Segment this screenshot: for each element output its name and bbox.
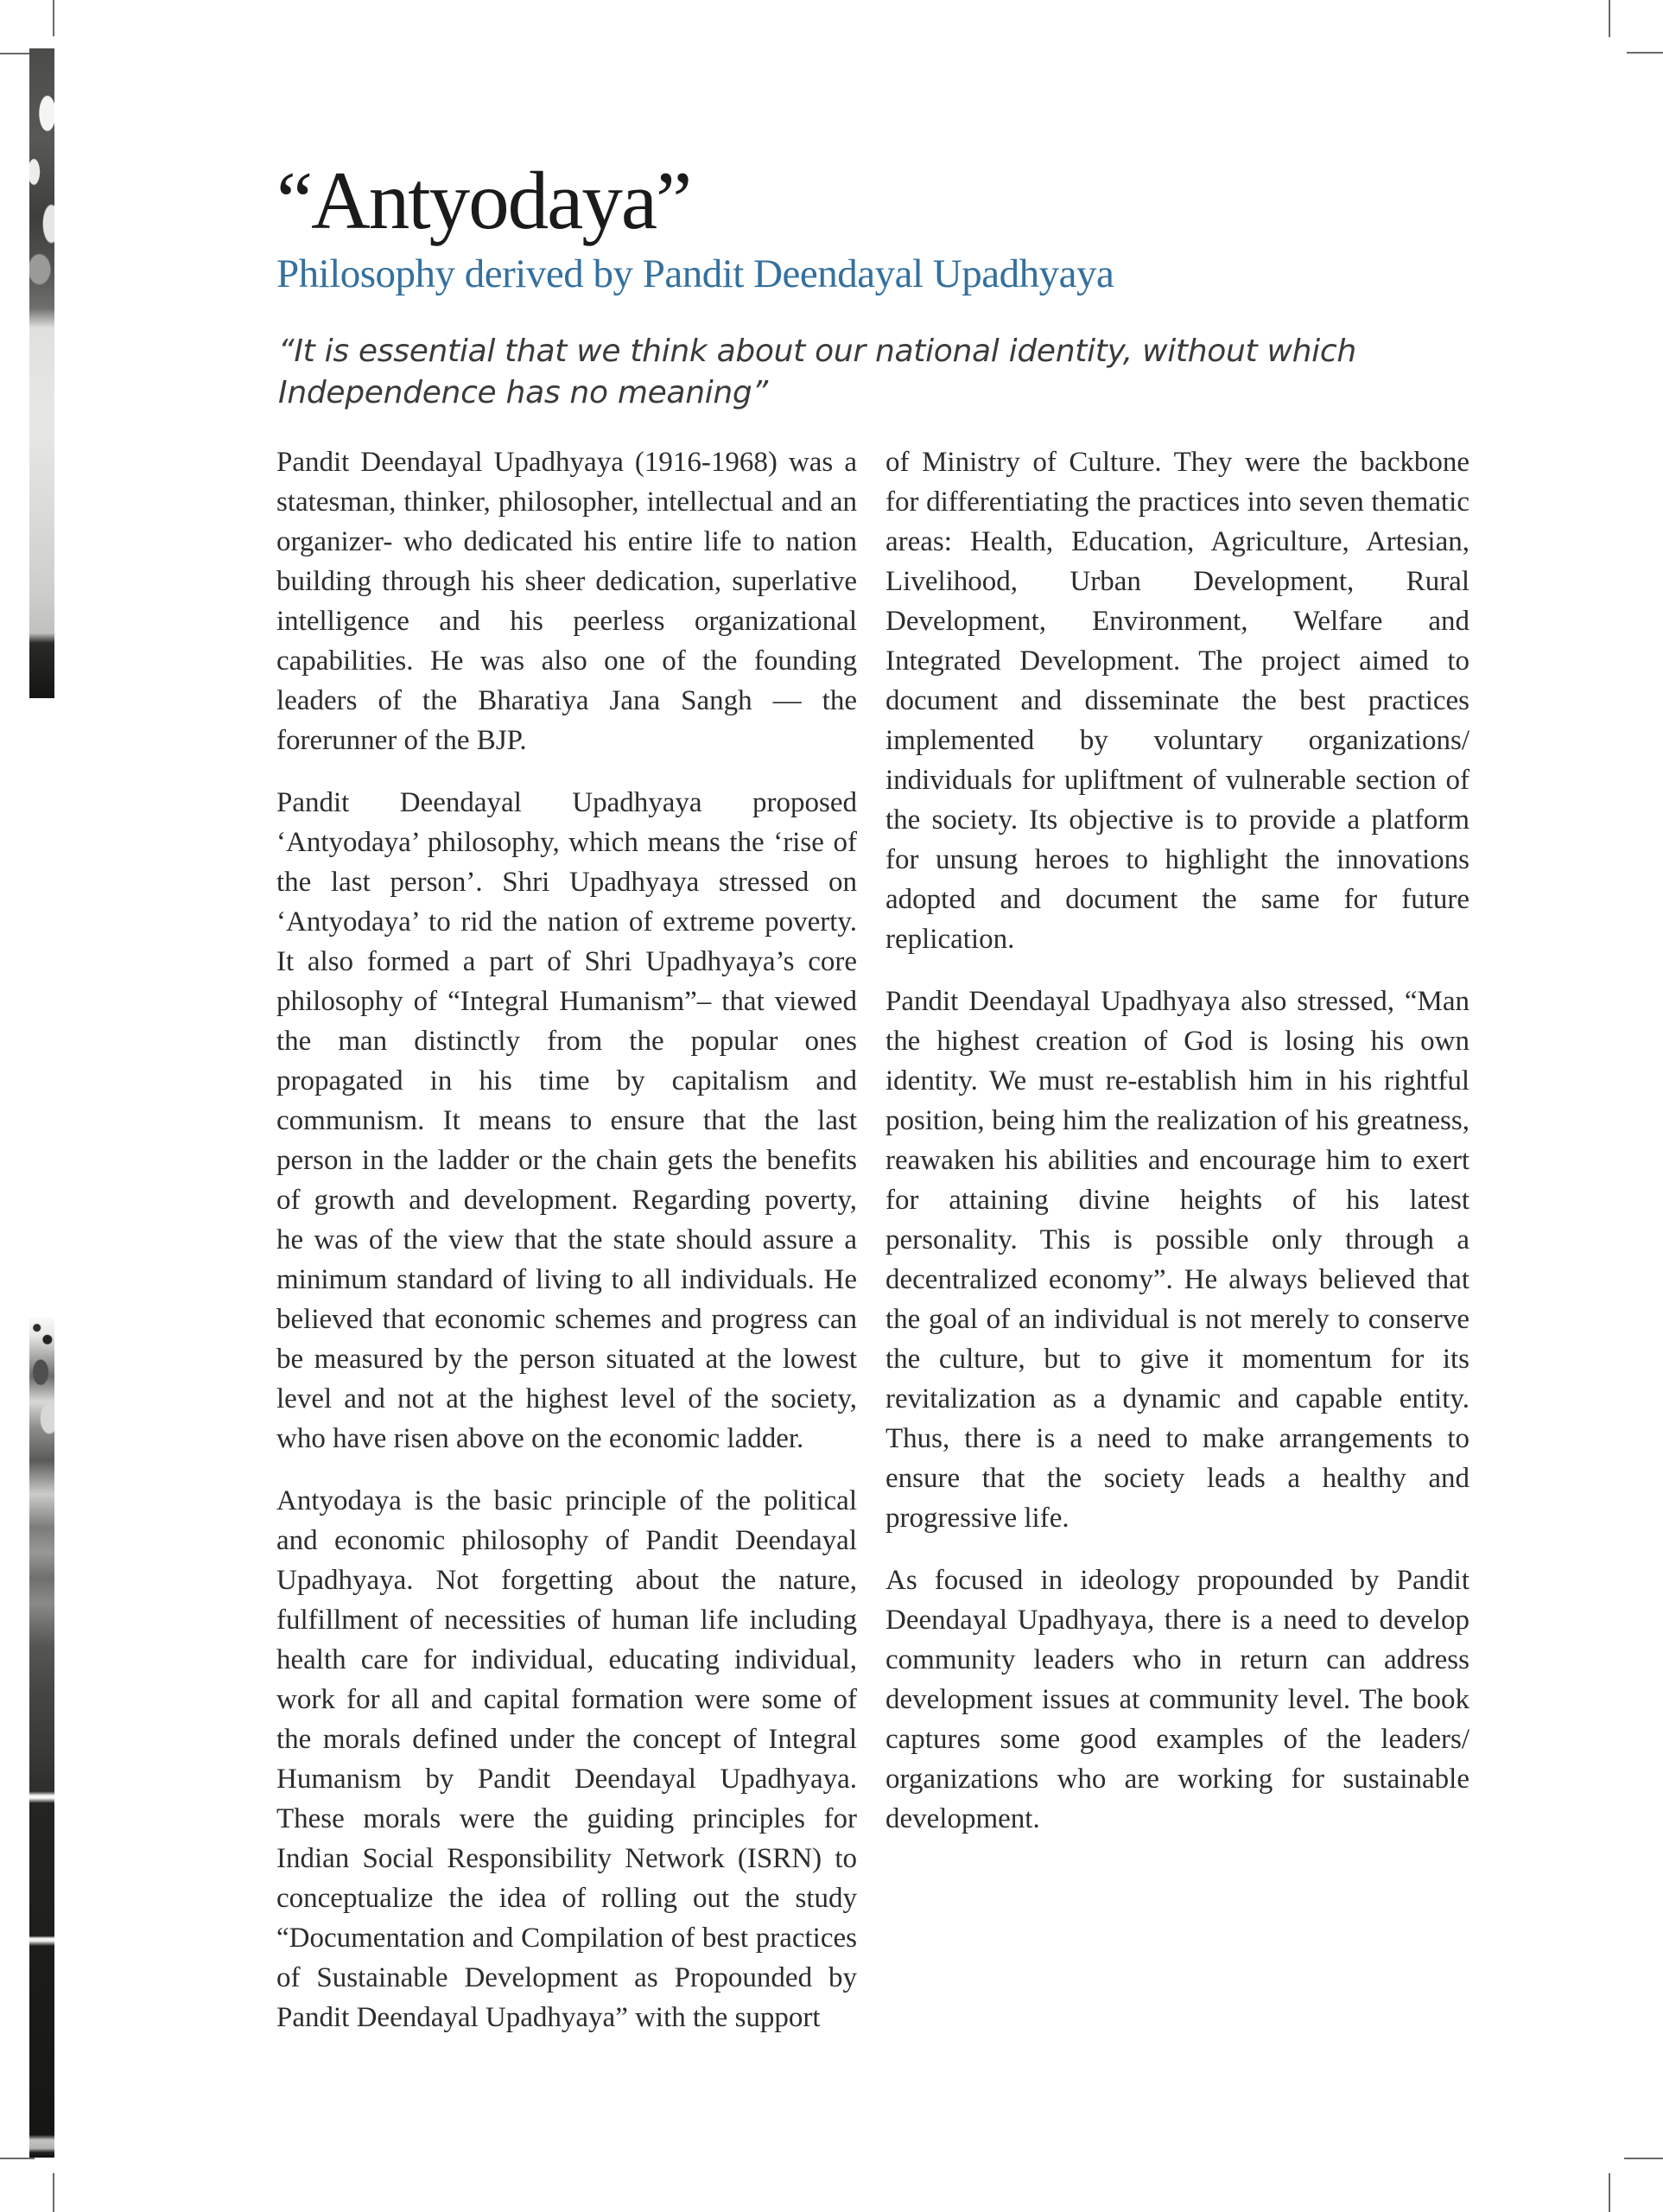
paragraph: As focused in ideology propounded by Pandit Deendayal Upadhyaya, there is a need to develop community leaders who in return can address development issues at community level. The book captures some good examples of the leaders/ organizations who are working for sustainable development.	[885, 1565, 1469, 1834]
paragraph: Pandit Deendayal Upadhyaya also stressed, “Man the highest creation of God is losing his own identity. We must re-establish him in his rightful position, being him the realization of his greatness, reawaken his abilities and encourage him to exert for attaining divine heights of his latest personality. This is possible only through a decentralized economy”. He always believed that the goal of an individual is not merely to conserve the culture, but to give it momentum for its revitalization as a dynamic and capable entity. Thus, there is a need to make arrangements to ensure that the society leads a healthy and progressive life.	[885, 986, 1469, 1534]
left-column	[276, 442, 857, 2060]
right-column	[885, 442, 1469, 1861]
paragraph: Pandit Deendayal Upadhyaya (1916-1968) was a statesman, thinker, philosopher, intellectual and an organizer- who dedicated his entire life to nation building through his sheer dedication, superlative intelligence and his peerless organizational capabilities. He was also one of the founding leaders of the Bharatiya Jana Sangh — the forerunner of the BJP.	[276, 447, 857, 756]
paragraph: Antyodaya is the basic principle of the political and economic philosophy of Pandit Deendayal Upadhyaya. Not forgetting about the nature, fulfillment of necessities of human life including health care for individual, educating individual, work for all and capital formation were some of the morals defined under the concept of Integral Humanism by Pandit Deendayal Upadhyaya. These morals were the guiding principles for Indian Social Responsibility Network (ISRN) to conceptualize the idea of rolling out the study “Documentation and Compilation of best practices of Sustainable Development as Propounded by Pandit Deendayal Upadhyaya” with the support	[276, 1485, 857, 2033]
article-title: “Antyodaya”	[276, 155, 691, 246]
pull-quote: “It is essential that we think about our national identity, without which Independence has no meaning”	[278, 334, 1356, 410]
paragraph: Pandit Deendayal Upadhyaya proposed ‘Antyodaya’ philosophy, which means the ‘rise of the last person’. Shri Upadhyaya stressed on ‘Antyodaya’ to rid the nation of extreme poverty. It also formed a part of Shri Upadhyaya’s core philosophy of “Integral Humanism”– that viewed the man distinctly from the popular ones propagated in his time by capitalism and communism. It means to ensure that the last person in the ladder or the chain gets the benefits of growth and development. Regarding poverty, he was of the view that the state should assure a minimum standard of living to all individuals. He believed that economic schemes and progress can be measured by the person situated at the lowest level and not at the highest level of the society, who have risen above on the economic ladder.	[276, 787, 857, 1454]
paragraph: of Ministry of Culture. They were the backbone for differentiating the practices into seven thematic areas: Health, Education, Agriculture, Artesian, Livelihood, Urban Development, Rural Development, Environment, Welfare and Integrated Development. The project aimed to document and disseminate the best practices implemented by voluntary organizations/ individuals for upliftment of vulnerable section of the society. Its objective is to provide a platform for unsung heroes to highlight the innovations adopted and document the same for future replication.	[885, 447, 1469, 955]
article-subtitle: Philosophy derived by Pandit Deendayal Upadhyaya	[276, 251, 1114, 296]
